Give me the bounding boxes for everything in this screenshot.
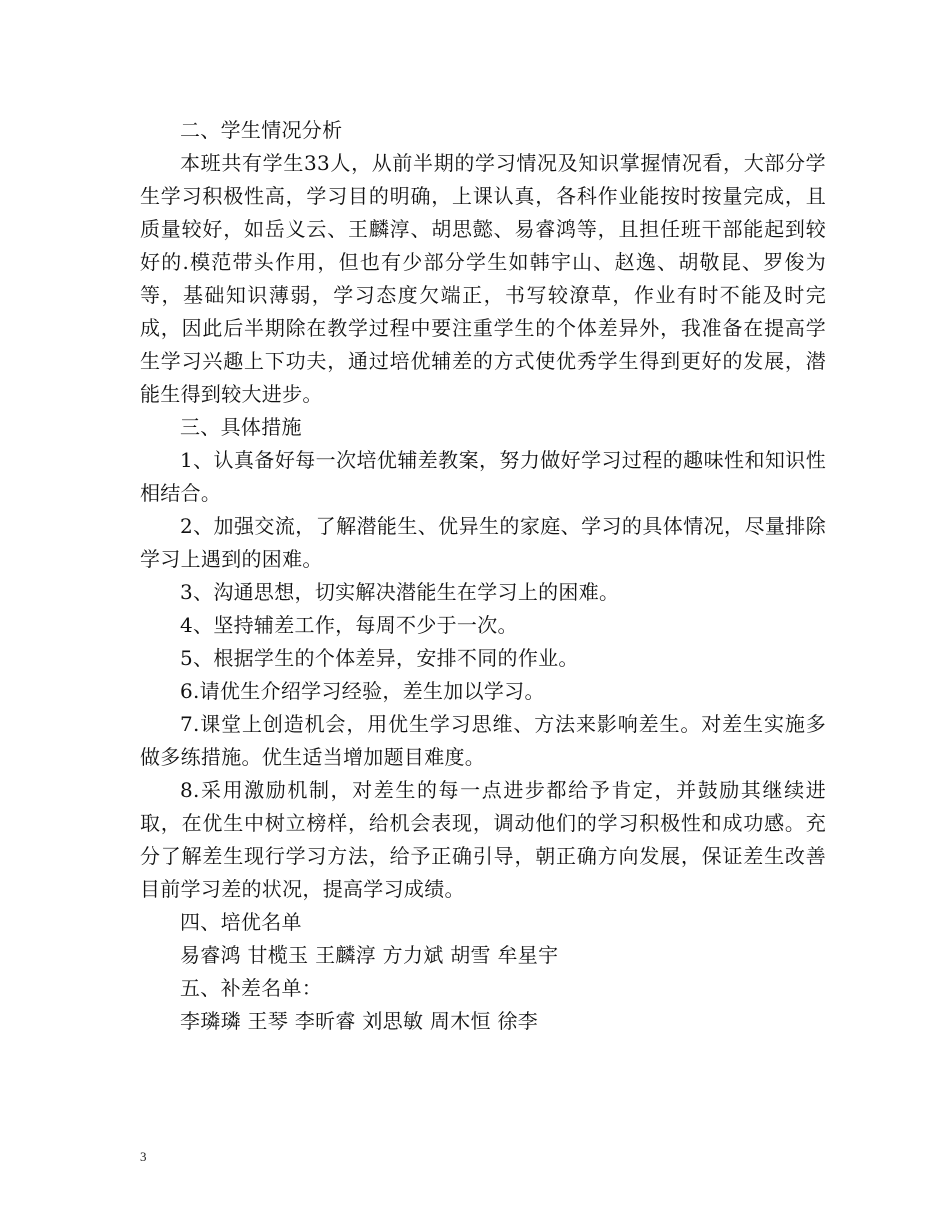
measure-item-7: 7.课堂上创造机会，用优生学习思维、方法来影响差生。对差生实施多做多练措施。优生适当增加题目难度。 xyxy=(140,712,826,769)
section-heading-measures: 三、具体措施 xyxy=(180,415,302,439)
paragraph-student-analysis: 本班共有学生33人，从前半期的学习情况及知识掌握情况看，大部分学生学习积极性高，学习目的明确，上课认真，各科作业能按时按量完成，且质量较好，如岳义云、王麟淳、胡思懿、易睿鸿等，且担任班干部能起到较好的.模范带头作用，但也有少部分学生如韩宇山、赵逸、胡敬昆、罗俊为等，基础知识薄弱，学习态度欠端正，书写较潦草，作业有时不能及时完成，因此后半期除在教学过程中要注重学生的个体差异外，我准备在提高学生学习兴趣上下功夫，通过培优辅差的方式使优秀学生得到更好的发展，潜能生得到较大进步。 xyxy=(140,151,826,406)
section-heading-remedial-list: 五、补差名单： xyxy=(180,976,323,1000)
measure-item-1: 1、认真备好每一次培优辅差教案，努力做好学习过程的趣味性和知识性相结合。 xyxy=(140,448,826,505)
measure-item-8: 8.采用激励机制，对差生的每一点进步都给予肯定，并鼓励其继续进取，在优生中树立榜样，给机会表现，调动他们的学习积极性和成功感。充分了解差生现行学习方法，给予正确引导，朝正确方向发展，保证差生改善目前学习差的状况，提高学习成绩。 xyxy=(140,778,826,901)
measure-item-4: 4、坚持辅差工作，每周不少于一次。 xyxy=(180,613,518,637)
measure-item-2: 2、加强交流，了解潜能生、优异生的家庭、学习的具体情况，尽量排除学习上遇到的困难。 xyxy=(140,514,826,571)
page-number: 3 xyxy=(140,1149,147,1164)
measure-item-5: 5、根据学生的个体差异，安排不同的作业。 xyxy=(180,646,579,670)
section-heading-student-analysis: 二、学生情况分析 xyxy=(180,118,343,142)
remedial-student-list: 李璘璘 王琴 李昕睿 刘思敏 周木恒 徐李 xyxy=(180,1009,539,1033)
document-body xyxy=(140,114,826,1038)
excellent-student-list: 易睿鸿 甘榄玉 王麟淳 方力斌 胡雪 牟星宇 xyxy=(180,943,559,967)
section-heading-excellent-list: 四、培优名单 xyxy=(180,910,302,934)
measure-item-3: 3、沟通思想，切实解决潜能生在学习上的困难。 xyxy=(180,580,620,604)
measure-item-6: 6.请优生介绍学习经验，差生加以学习。 xyxy=(180,679,545,703)
